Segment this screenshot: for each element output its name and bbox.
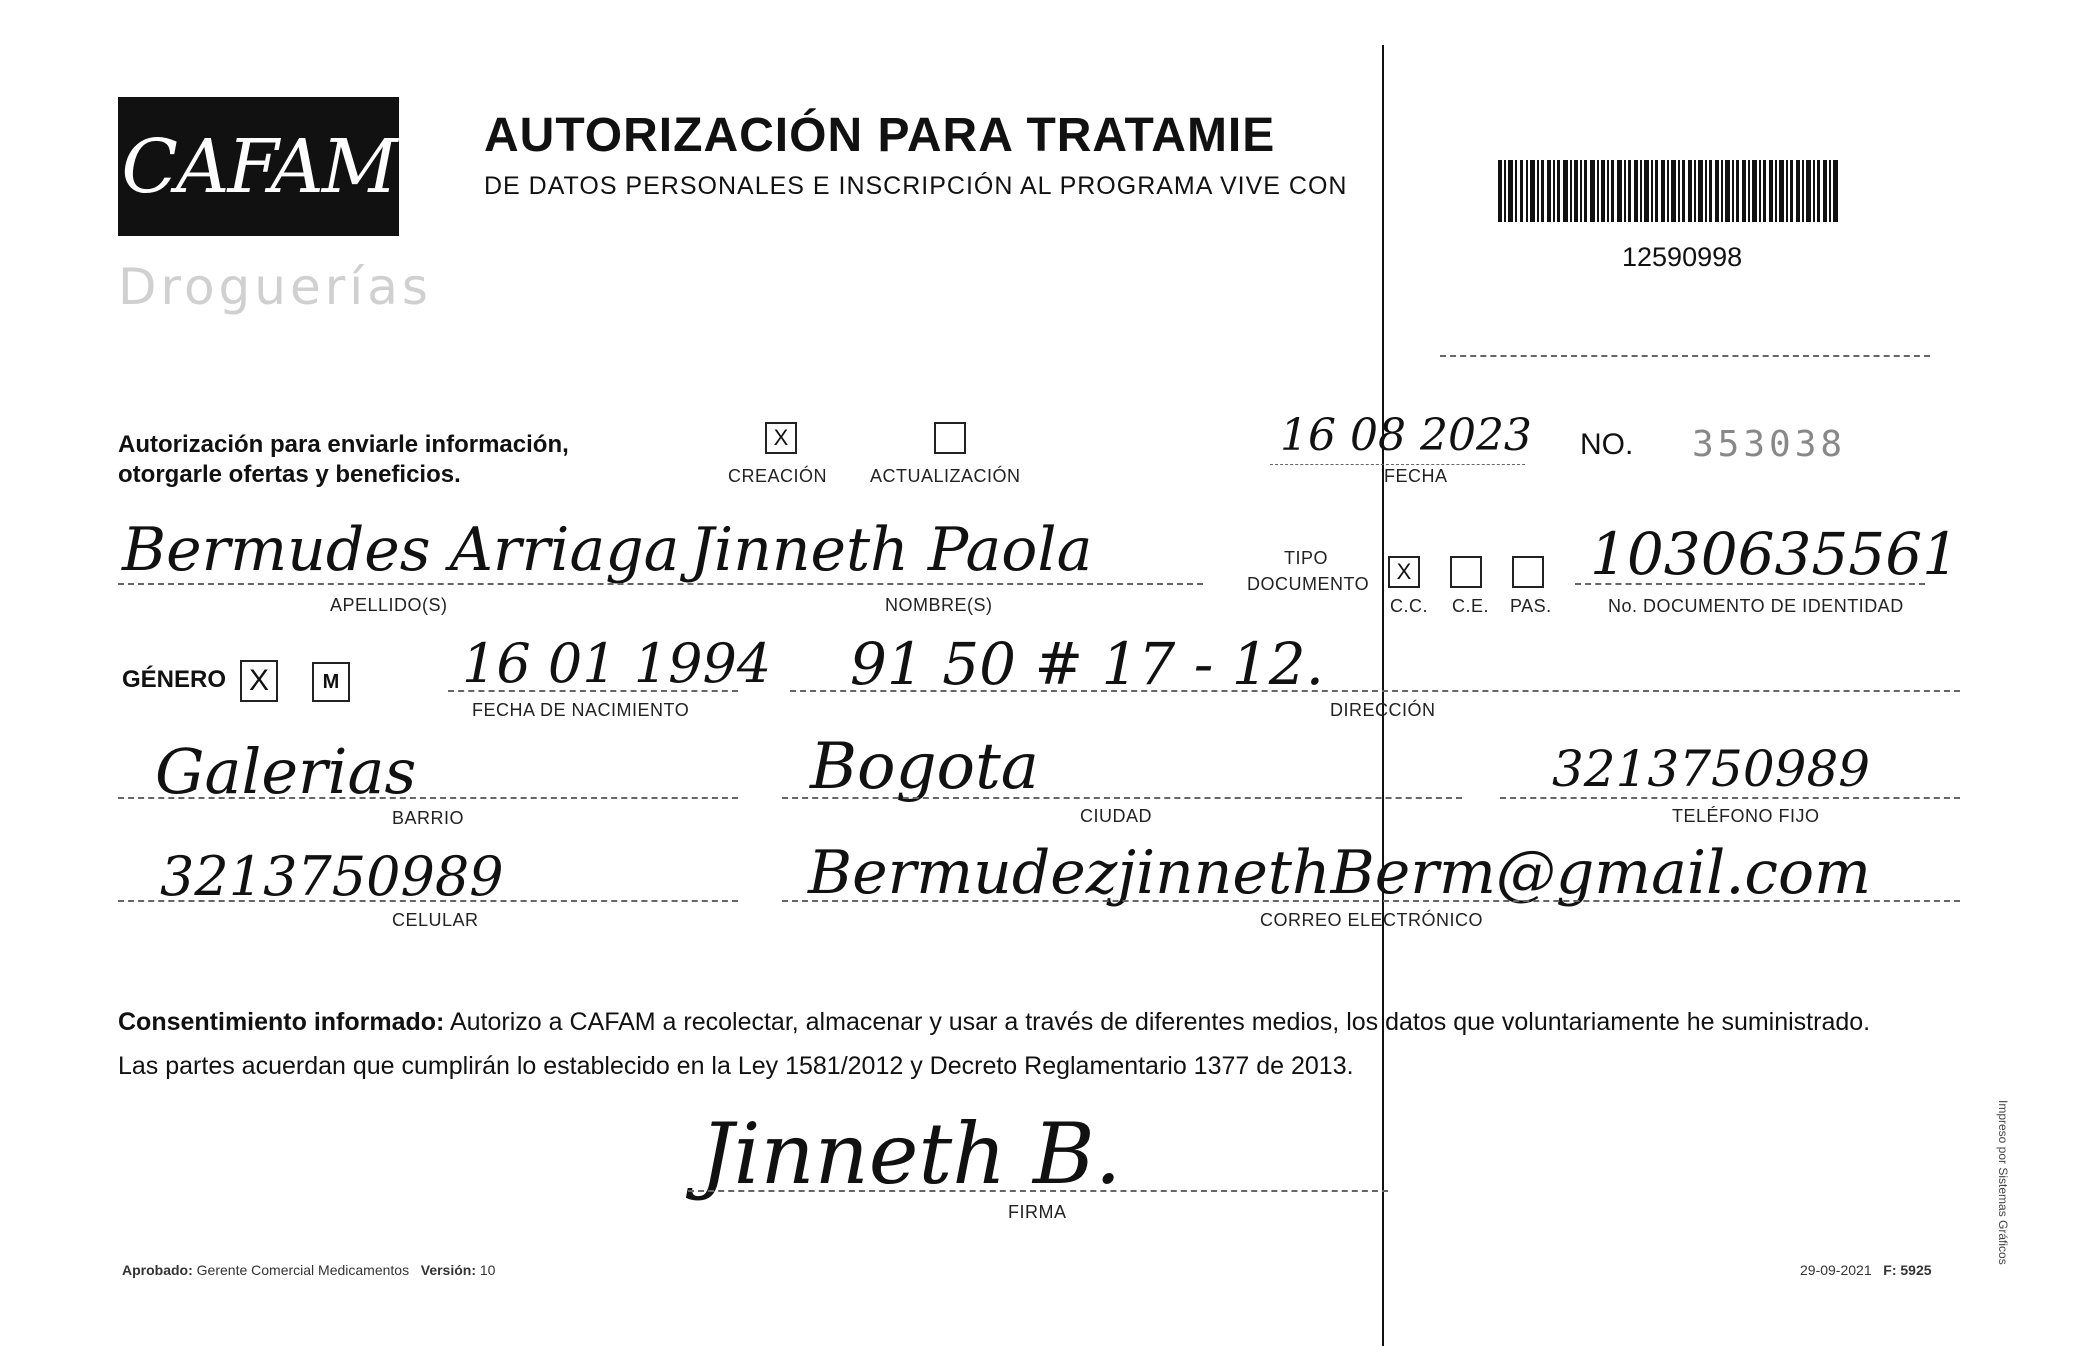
authorization-line-1: Autorización para enviarle información,: [118, 431, 569, 458]
nombres-value[interactable]: Jinneth Paola: [690, 515, 1093, 585]
no-value: 353038: [1692, 424, 1847, 465]
fecha-label: FECHA: [1384, 466, 1448, 486]
documento-value[interactable]: 1030635561: [1590, 520, 1960, 588]
consent-text-1: Autorizo a CAFAM a recolectar, almacenar y usar a través de diferentes medios, los datos que voluntariamente he suministrado.: [444, 1008, 1871, 1036]
apellidos-value[interactable]: Bermudes Arriaga: [122, 515, 680, 585]
direccion-line: [790, 690, 1960, 692]
form-code: F: 5925: [1883, 1262, 1932, 1278]
genero-label: GÉNERO: [122, 666, 227, 693]
nombres-label: NOMBRE(S): [885, 595, 993, 615]
genero-f-mark: X: [248, 664, 269, 697]
genero-m-label: M: [322, 671, 340, 693]
apellidos-label: APELLIDO(S): [330, 595, 448, 615]
genero-m-checkbox[interactable]: [312, 662, 350, 702]
correo-line: [782, 900, 1960, 902]
footer-date: 29-09-2021: [1800, 1262, 1872, 1278]
cc-mark: X: [1396, 559, 1412, 584]
fecha-value[interactable]: 16 08 2023: [1280, 410, 1532, 461]
documento-line: [1575, 583, 1925, 585]
direccion-label: DIRECCIÓN: [1330, 700, 1436, 720]
version-value: 10: [479, 1262, 496, 1278]
cafam-logo: [118, 97, 399, 236]
form-subtitle: DE DATOS PERSONALES E INSCRIPCIÓN AL PROGRAMA VIVE CON: [484, 172, 1348, 200]
barrio-value[interactable]: Galerias: [155, 735, 417, 808]
barrio-line: [118, 797, 738, 799]
nacimiento-line: [448, 690, 738, 692]
cc-checkbox[interactable]: [1388, 556, 1420, 588]
ciudad-line: [782, 797, 1462, 799]
creacion-checkbox[interactable]: [765, 422, 797, 454]
pas-label: PAS.: [1510, 596, 1552, 616]
signature-label: FIRMA: [1008, 1202, 1067, 1222]
telefono-line: [1500, 797, 1960, 799]
form-title: AUTORIZACIÓN PARA TRATAMIE: [484, 109, 1276, 162]
aprobado-value: Gerente Comercial Medicamentos: [196, 1262, 410, 1278]
telefono-label: TELÉFONO FIJO: [1672, 806, 1820, 826]
footer-approval: [122, 1262, 495, 1278]
aprobado-label: Aprobado:: [122, 1262, 193, 1278]
ciudad-label: CIUDAD: [1080, 806, 1153, 826]
tipo-label: TIPO: [1284, 548, 1329, 568]
celular-value[interactable]: 3213750989: [160, 845, 504, 908]
actualizacion-label: ACTUALIZACIÓN: [870, 466, 1021, 486]
actualizacion-checkbox[interactable]: [934, 422, 966, 454]
logo-subtitle: Droguerías: [118, 258, 432, 316]
printer-side-text: Impreso por Sistemas Gráficos: [1996, 1100, 2010, 1265]
scan-line: [1382, 45, 1384, 1346]
telefono-value[interactable]: 3213750989: [1552, 740, 1871, 798]
name-line: [118, 583, 1203, 585]
pas-checkbox[interactable]: [1512, 556, 1544, 588]
signature-line: [688, 1190, 1388, 1192]
nacimiento-value[interactable]: 16 01 1994: [462, 632, 772, 695]
consent-heading: Consentimiento informado:: [118, 1008, 445, 1036]
authorization-text: [118, 430, 569, 490]
header-divider: [1440, 355, 1930, 357]
consent-text-2: Las partes acuerdan que cumplirán lo establecido en la Ley 1581/2012 y Decreto Reglamentario 1377 de 2013.: [118, 1052, 1354, 1080]
direccion-value[interactable]: 91 50 # 17 - 12.: [850, 630, 1325, 698]
celular-label: CELULAR: [392, 910, 479, 930]
correo-value[interactable]: BermudezjinnethBerm@gmail.com: [808, 838, 1872, 908]
consent-block: [118, 1000, 1978, 1088]
documento-label: No. DOCUMENTO DE IDENTIDAD: [1608, 596, 1904, 616]
ce-label: C.E.: [1452, 596, 1490, 616]
celular-line: [118, 900, 738, 902]
cc-label: C.C.: [1390, 596, 1428, 616]
documento-type-label: DOCUMENTO: [1247, 574, 1370, 594]
version-label: Versión:: [420, 1262, 476, 1278]
barcode-number: 12590998: [1622, 242, 1743, 272]
barcode-image: [1498, 160, 1838, 222]
ciudad-value[interactable]: Bogota: [810, 730, 1039, 804]
fecha-line: [1270, 464, 1525, 465]
creacion-label: CREACIÓN: [728, 466, 828, 486]
ce-checkbox[interactable]: [1450, 556, 1482, 588]
signature-value[interactable]: Jinneth B.: [700, 1105, 1122, 1203]
creacion-mark: X: [773, 425, 789, 450]
barrio-label: BARRIO: [392, 808, 465, 828]
footer-code: [1800, 1262, 1932, 1278]
nacimiento-label: FECHA DE NACIMIENTO: [472, 700, 690, 720]
authorization-line-2: otorgarle ofertas y beneficios.: [118, 461, 461, 488]
no-label: NO.: [1580, 428, 1634, 461]
correo-label: CORREO ELECTRÓNICO: [1260, 910, 1484, 930]
logo-text: CAFAM: [121, 123, 396, 210]
genero-f-checkbox[interactable]: [240, 660, 278, 702]
